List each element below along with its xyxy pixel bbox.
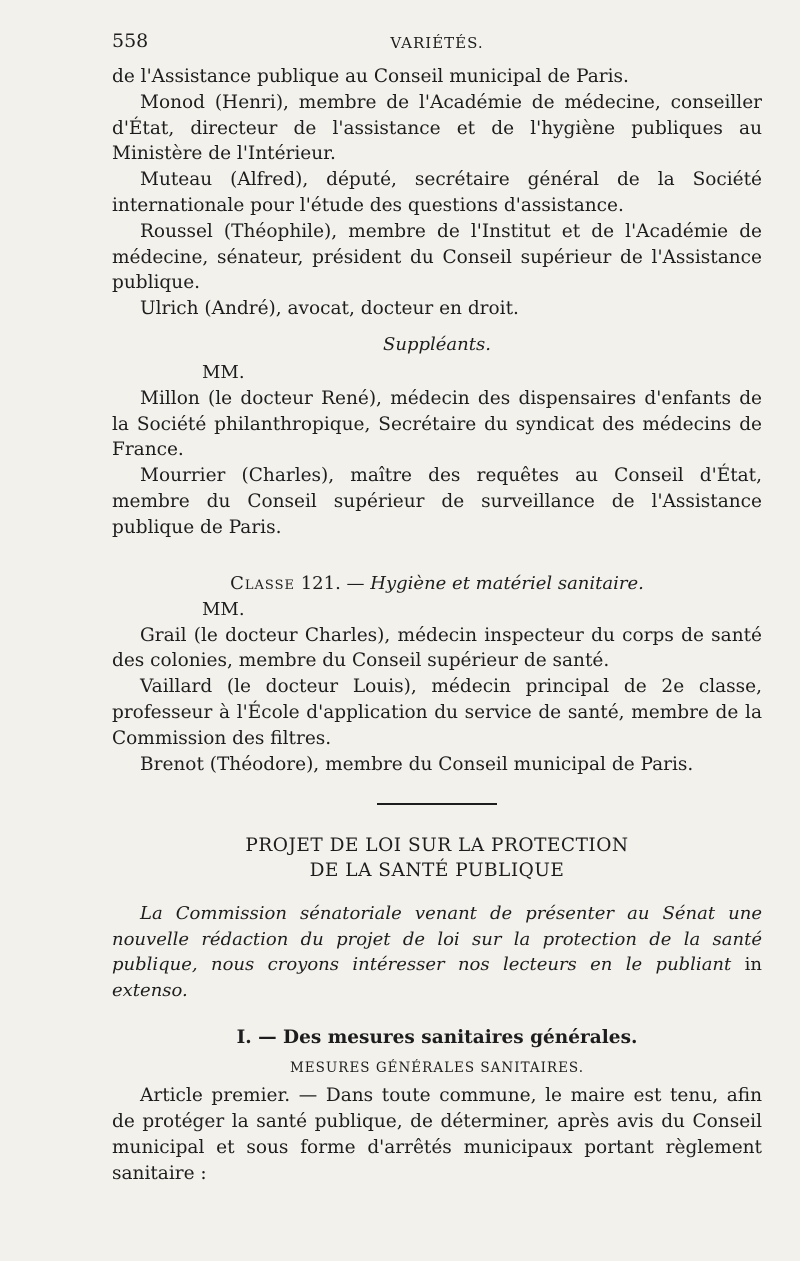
page-number: 558 — [112, 30, 149, 52]
member-entry: Monod (Henri), membre de l'Académie de médecine, conseiller d'État, directeur de l'assistance et de l'hygiène publiques au Ministère de l'Intérieur. — [112, 91, 762, 165]
member-entry: Ulrich (André), avocat, docteur en droit. — [140, 298, 519, 320]
mm-label: MM. — [202, 361, 245, 383]
law-title-line1: PROJET DE LOI SUR LA PROTECTION — [245, 835, 629, 857]
subsection-heading: MESURES GÉNÉRALES SANITAIRES. — [289, 1060, 584, 1077]
page-body — [112, 64, 762, 1187]
suppleants-heading: Suppléants. — [383, 333, 491, 355]
classe-number: 121. — [300, 572, 341, 594]
classe-dash: — — [346, 572, 365, 594]
page-header — [112, 30, 762, 60]
running-head: VARIÉTÉS. — [390, 34, 484, 52]
mm-label: MM. — [202, 598, 245, 620]
member-entry: Mourrier (Charles), maître des requêtes au Conseil d'État, membre du Conseil supérieur de surveillance de l'Assistance publique de Paris. — [112, 465, 762, 538]
member-entry: Millon (le docteur René), médecin des dispensaires d'enfants de la Société philanthropique, Secrétaire du syndicat des médecins de France. — [112, 387, 762, 461]
member-entry: Muteau (Alfred), député, secrétaire général de la Société internationale pour l'étude des questions d'assistance. — [112, 169, 762, 216]
law-intro-in: in — [744, 954, 762, 976]
member-entry: Roussel (Théophile), membre de l'Institut et de l'Académie de médecine, sénateur, président du Conseil supérieur de l'Assistance publique. — [112, 220, 762, 294]
member-entry: Vaillard (le docteur Louis), médecin principal de 2e classe, professeur à l'École d'application du service de santé, membre de la Commission des filtres. — [112, 676, 762, 749]
classe-title: Hygiène et matériel sanitaire. — [370, 572, 644, 594]
law-intro-text: La Commission sénatoriale venant de présenter au Sénat une nouvelle rédaction du projet de loi sur la protection de la santé publique, nous croyons intéresser nos lecteurs en le publiant — [112, 903, 762, 976]
member-entry: Grail (le docteur Charles), médecin inspecteur du corps de santé des colonies, membre du Conseil supérieur de santé. — [112, 624, 762, 672]
law-intro-end: extenso. — [112, 979, 188, 1001]
law-title-line2: DE LA SANTÉ PUBLIQUE — [309, 860, 565, 882]
law-intro — [112, 901, 762, 1003]
member-entry: Brenot (Théodore), membre du Conseil municipal de Paris. — [140, 753, 694, 775]
classe-label: Classe — [230, 572, 295, 594]
classe-heading — [112, 571, 762, 597]
paragraph-continuation: de l'Assistance publique au Conseil municipal de Paris. — [112, 66, 629, 87]
section-divider — [377, 803, 497, 805]
section-heading: I. — Des mesures sanitaires générales. — [236, 1027, 638, 1049]
article-text: Article premier. — Dans toute commune, le maire est tenu, afin de protéger la santé publique, de déterminer, après avis du Conseil municipal et sous forme d'arrêtés municipaux portant règlement sanitaire : — [112, 1085, 762, 1184]
